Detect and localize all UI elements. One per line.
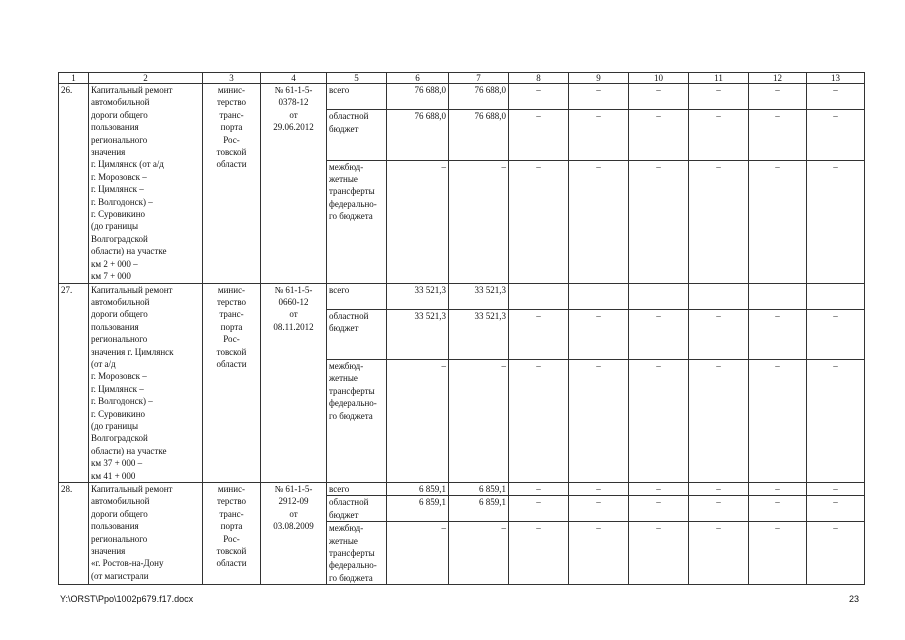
value-col-9: –	[569, 483, 629, 496]
value-col-8: –	[509, 360, 569, 483]
col-header-13: 13	[807, 73, 865, 84]
header-row	[59, 73, 865, 84]
value-col-7: 6 859,1	[449, 496, 509, 522]
col-header-4: 4	[261, 73, 327, 84]
value-col-11: –	[689, 160, 749, 283]
value-col-7: 33 521,3	[449, 283, 509, 309]
value-col-8	[509, 283, 569, 309]
value-col-8: –	[509, 309, 569, 359]
col-header-8: 8	[509, 73, 569, 84]
value-col-6: 6 859,1	[387, 483, 449, 496]
value-col-7: –	[449, 522, 509, 585]
value-col-7: –	[449, 360, 509, 483]
value-col-9: –	[569, 110, 629, 160]
table-row	[59, 84, 865, 110]
value-col-9: –	[569, 360, 629, 483]
value-col-9: –	[569, 496, 629, 522]
funding-source: всего	[327, 483, 387, 496]
value-col-13: –	[807, 360, 865, 483]
value-col-10: –	[629, 483, 689, 496]
value-col-12: –	[749, 522, 807, 585]
value-col-6: 76 688,0	[387, 84, 449, 110]
row-number: 26.	[59, 84, 89, 284]
object-name: Капитальный ремонт автомобильной дороги общего пользования регионального значения «г. Ростов-на-Дону (от магистрали	[89, 483, 203, 585]
value-col-8: –	[509, 496, 569, 522]
value-col-12: –	[749, 110, 807, 160]
value-col-9: –	[569, 522, 629, 585]
value-col-13: –	[807, 160, 865, 283]
value-col-9: –	[569, 309, 629, 359]
value-col-9: –	[569, 160, 629, 283]
value-col-8: –	[509, 84, 569, 110]
col-header-11: 11	[689, 73, 749, 84]
funding-source: межбюд- жетные трансферты федерально- го бюджета	[327, 160, 387, 283]
value-col-11: –	[689, 110, 749, 160]
funding-source: областной бюджет	[327, 309, 387, 359]
value-col-8: –	[509, 110, 569, 160]
value-col-10: –	[629, 110, 689, 160]
value-col-6: 33 521,3	[387, 309, 449, 359]
value-col-11: –	[689, 522, 749, 585]
customer-name: минис- терство транс- порта Рос- товской области	[203, 283, 261, 483]
funding-source: всего	[327, 283, 387, 309]
funding-source: межбюд- жетные трансферты федерально- го бюджета	[327, 360, 387, 483]
value-col-7: 76 688,0	[449, 110, 509, 160]
expertise-doc: № 61-1-5- 0660-12 от 08.11.2012	[261, 283, 327, 483]
col-header-10: 10	[629, 73, 689, 84]
value-col-10: –	[629, 496, 689, 522]
value-col-8: –	[509, 522, 569, 585]
value-col-13: –	[807, 309, 865, 359]
value-col-12: –	[749, 160, 807, 283]
value-col-13: –	[807, 483, 865, 496]
value-col-12	[749, 283, 807, 309]
value-col-8: –	[509, 483, 569, 496]
value-col-10: –	[629, 309, 689, 359]
table-body	[59, 73, 865, 585]
col-header-1: 1	[59, 73, 89, 84]
value-col-12: –	[749, 360, 807, 483]
value-col-7: 6 859,1	[449, 483, 509, 496]
expertise-doc: № 61-1-5- 0378-12 от 29.06.2012	[261, 84, 327, 284]
value-col-13	[807, 283, 865, 309]
value-col-8: –	[509, 160, 569, 283]
value-col-11: –	[689, 309, 749, 359]
value-col-12: –	[749, 483, 807, 496]
value-col-11: –	[689, 360, 749, 483]
table-row	[59, 283, 865, 309]
value-col-7: 33 521,3	[449, 309, 509, 359]
value-col-9: –	[569, 84, 629, 110]
row-number: 27.	[59, 283, 89, 483]
col-header-9: 9	[569, 73, 629, 84]
value-col-13: –	[807, 84, 865, 110]
page-number: 23	[848, 594, 859, 604]
col-header-12: 12	[749, 73, 807, 84]
value-col-10: –	[629, 360, 689, 483]
object-name: Капитальный ремонт автомобильной дороги общего пользования регионального значения г. Цимлянск (от а/д г. Морозовск – г. Цимлянск – г. Волгодонск) – г. Суровикино (до границы Волгоградской области) на участке км 37 + 000 – км 41 + 000	[89, 283, 203, 483]
expertise-doc: № 61-1-5- 2912-09 от 03.08.2009	[261, 483, 327, 585]
value-col-11: –	[689, 84, 749, 110]
value-col-6: 33 521,3	[387, 283, 449, 309]
value-col-10	[629, 283, 689, 309]
value-col-13: –	[807, 522, 865, 585]
funding-source: межбюд- жетные трансферты федерально- го бюджета	[327, 522, 387, 585]
value-col-12: –	[749, 84, 807, 110]
value-col-11	[689, 283, 749, 309]
value-col-6: 76 688,0	[387, 110, 449, 160]
col-header-3: 3	[203, 73, 261, 84]
value-col-11: –	[689, 483, 749, 496]
col-header-5: 5	[327, 73, 387, 84]
funding-source: областной бюджет	[327, 110, 387, 160]
value-col-12: –	[749, 309, 807, 359]
value-col-6: 6 859,1	[387, 496, 449, 522]
value-col-10: –	[629, 522, 689, 585]
value-col-13: –	[807, 496, 865, 522]
value-col-6: –	[387, 522, 449, 585]
funding-source: всего	[327, 84, 387, 110]
value-col-10: –	[629, 84, 689, 110]
col-header-7: 7	[449, 73, 509, 84]
value-col-7: –	[449, 160, 509, 283]
value-col-12: –	[749, 496, 807, 522]
funding-source: областной бюджет	[327, 496, 387, 522]
row-number: 28.	[59, 483, 89, 585]
col-header-2: 2	[89, 73, 203, 84]
budget-table	[58, 72, 865, 585]
object-name: Капитальный ремонт автомобильной дороги общего пользования регионального значения г. Цимлянск (от а/д г. Морозовск – г. Цимлянск – г. Волгодонск) – г. Суровикино (до границы Волгоградской области) на участке км 2 + 000 – км 7 + 000	[89, 84, 203, 284]
value-col-13: –	[807, 110, 865, 160]
customer-name: минис- терство транс- порта Рос- товской области	[203, 483, 261, 585]
value-col-7: 76 688,0	[449, 84, 509, 110]
value-col-11: –	[689, 496, 749, 522]
col-header-6: 6	[387, 73, 449, 84]
value-col-10: –	[629, 160, 689, 283]
table-row	[59, 483, 865, 496]
footer-file-path: Y:\ORST\Ppo\1002p679.f17.docx	[60, 594, 194, 604]
value-col-9	[569, 283, 629, 309]
value-col-6: –	[387, 160, 449, 283]
customer-name: минис- терство транс- порта Рос- товской области	[203, 84, 261, 284]
value-col-6: –	[387, 360, 449, 483]
